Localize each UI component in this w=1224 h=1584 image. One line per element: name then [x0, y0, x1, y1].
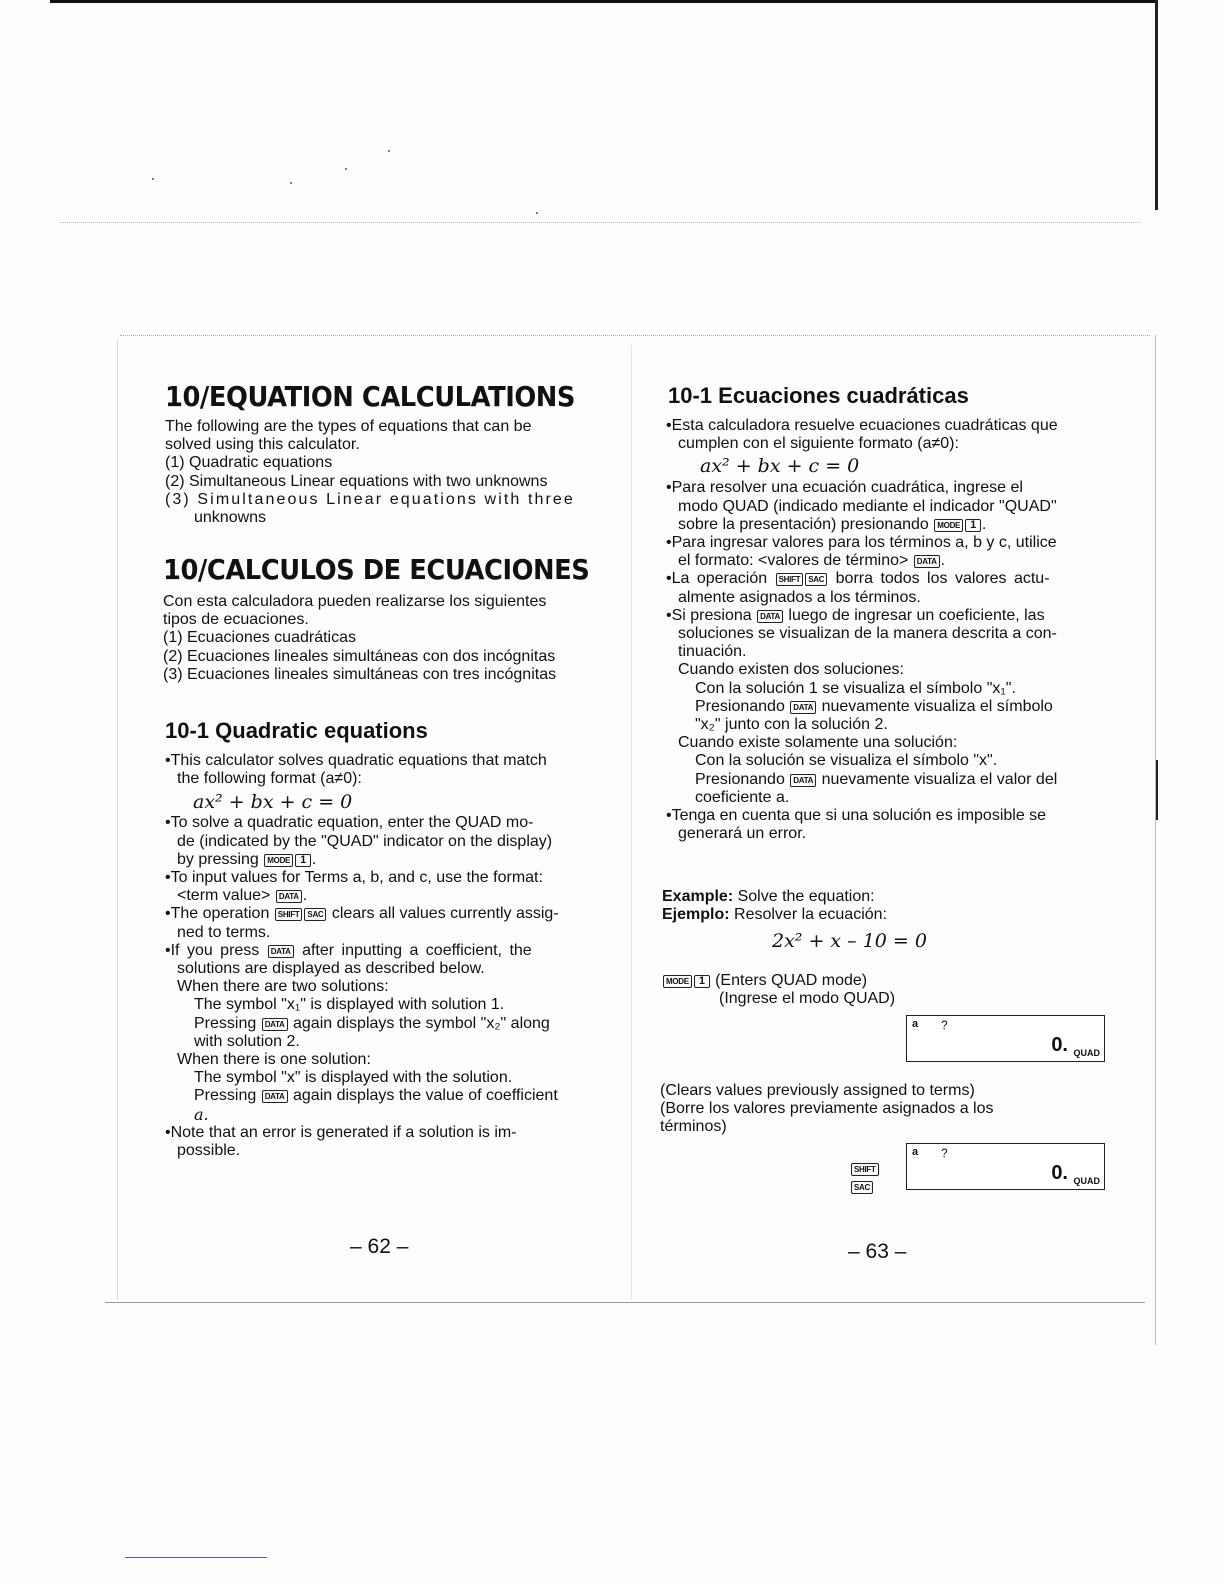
calculator-display-2: [906, 1143, 1105, 1190]
scan-speck: [536, 212, 538, 214]
page-number-62: – 62 –: [350, 1235, 409, 1258]
bullet-quad-mode: •To solve a quadratic equation, enter the QUAD mo- de (indicated by the "QUAD" indicator on the display) by pressing MODE 1 .: [165, 814, 553, 868]
step2-keys: [850, 1160, 880, 1196]
display-indicator: a: [912, 1146, 919, 1158]
step2: (Clears values previously assigned to terms) (Borre los valores previamente asignados a los términos): [660, 1082, 994, 1136]
display-value: 0.: [1051, 1162, 1068, 1184]
display-mode: QUAD: [1073, 1176, 1100, 1186]
example-label: Example:: [662, 888, 734, 905]
data-key: DATA: [757, 610, 783, 623]
left-body: [165, 752, 625, 1160]
spread-divider: [631, 345, 632, 1300]
bullet-modo-quad: •Para resolver una ecuación cuadrática, ingrese el modo QUAD (indicado mediante el indicador "QUAD" sobre la presentación) presionando MODE 1 .: [666, 479, 1057, 533]
one-key: 1: [694, 975, 710, 988]
right-body: [666, 417, 1114, 843]
data-key: DATA: [790, 701, 816, 714]
shift-key: SHIFT: [275, 908, 303, 921]
ejemplo-label: Ejemplo:: [662, 906, 730, 924]
mid-scan-dots: [120, 335, 1150, 337]
page-frame-right: [1155, 335, 1156, 1345]
intro-es: Con esta calculadora pueden realizarse los siguientes tipos de ecuaciones. (1) Ecuaciones cuadráticas (2) Ecuaciones lineales simultáneas con dos incógnitas (3) Ecuaciones lineales simultáneas con tres incógnitas: [163, 593, 557, 683]
example-formula: 2x² + x – 10 = 0: [772, 930, 927, 953]
data-key: DATA: [276, 890, 302, 903]
sac-key: SAC: [805, 573, 827, 586]
right-edge-line: [1155, 0, 1158, 210]
bullet-input-values: •To input values for Terms a, b, and c, use the format: <term value> DATA .: [165, 869, 543, 905]
section-title-ecuaciones: 10-1 Ecuaciones cuadráticas: [668, 383, 969, 408]
formula-es: ax² + bx + c = 0: [700, 455, 860, 478]
shift-key: SHIFT: [851, 1163, 879, 1176]
sac-key: SAC: [304, 908, 326, 921]
step1: MODE 1 (Enters QUAD mode) (Ingrese el modo QUAD): [662, 972, 1112, 1008]
scan-speck: [290, 182, 292, 184]
display-question: ?: [941, 1146, 948, 1160]
bullet-format: •This calculator solves quadratic equations that match the following format (a≠0):: [165, 752, 547, 788]
data-key: DATA: [262, 1018, 288, 1031]
title-equation-calculations: 10/EQUATION CALCULATIONS: [165, 380, 575, 413]
formula: ax² + bx + c = 0: [193, 791, 353, 814]
data-key: DATA: [268, 945, 294, 958]
data-key: DATA: [262, 1090, 288, 1103]
title-calculos-de-ecuaciones: 10/CALCULOS DE ECUACIONES: [163, 553, 590, 586]
scan-speck: [345, 168, 347, 170]
scan-speck: [152, 178, 154, 180]
bullet-solutions: •If you press DATA after inputting a coefficient, the solutions are displayed as described below. When there are two solutions: The symbol "x₁" is displayed with solution 1. Pressing DATA again displays the symbol "x₂" along with solution 2. When there is one solution: The symbol "x" is displayed with the solution. Pressing DATA again displays the value of coefficient a.: [165, 941, 558, 1124]
bullet-error: •Note that an error is generated if a solution is im- possible.: [165, 1123, 517, 1160]
bullet-borrar: •La operación SHIFT SAC borra todos los valores actu- almente asignados a los términos.: [666, 570, 1050, 606]
display-value: 0.: [1051, 1034, 1068, 1056]
data-key: DATA: [790, 774, 816, 787]
bottom-link-underline: [125, 1557, 267, 1558]
top-border-line: [50, 0, 1158, 3]
display-question: ?: [941, 1018, 948, 1032]
display-indicator: a: [912, 1018, 919, 1030]
bullet-ingresar-valores: •Para ingresar valores para los términos a, b y c, utilice el formato: <valores de término> DATA .: [666, 534, 1057, 570]
display-mode: QUAD: [1073, 1048, 1100, 1058]
page-number-63: – 63 –: [848, 1240, 907, 1263]
section-title-quadratic: 10-1 Quadratic equations: [165, 718, 428, 743]
sac-key: SAC: [851, 1181, 873, 1194]
page-frame-left: [117, 340, 118, 1300]
bullet-formato: •Esta calculadora resuelve ecuaciones cuadráticas que cumplen con el siguiente formato (a≠0):: [666, 417, 1058, 453]
shift-key: SHIFT: [776, 573, 804, 586]
mode-key: MODE: [264, 854, 293, 867]
mode-key: MODE: [934, 519, 963, 532]
example-block: Example: Solve the equation: Ejemplo: Resolver la ecuación: 2x² + x – 10 = 0: [662, 888, 1112, 958]
bullet-clear: •The operation SHIFT SAC clears all values currently assig- ned to terms.: [165, 905, 559, 941]
bullet-error-es: •Tenga en cuenta que si una solución es imposible se generará un error.: [666, 807, 1047, 843]
top-scan-dots: [60, 222, 1140, 224]
one-key: 1: [295, 854, 311, 867]
mode-key: MODE: [663, 975, 692, 988]
intro-en: The following are the types of equations that can be solved using this calculator. (1) Quadratic equations (2) Simultaneous Linear equations with two unknowns (3) Simultaneous Linear equations with three unknowns: [165, 418, 575, 527]
one-key: 1: [965, 519, 981, 532]
data-key: DATA: [914, 555, 940, 568]
page-bottom-edge: [105, 1302, 1145, 1303]
bullet-soluciones: •Si presiona DATA luego de ingresar un coeficiente, las soluciones se visualizan de la manera descrita a con- tinuación. Cuando existen dos soluciones: Con la solución 1 se visualiza el símbolo "x₁". Presionando DATA nuevamente visualiza el símbolo "x₂" junto con la solución 2. Cuando existe solamente una solución: Con la solución se visualiza el símbolo "x". Presionando DATA nuevamente visualiza el valor del coeficiente a.: [666, 606, 1058, 806]
calculator-display-1: [906, 1015, 1105, 1062]
scan-speck: [388, 150, 390, 152]
